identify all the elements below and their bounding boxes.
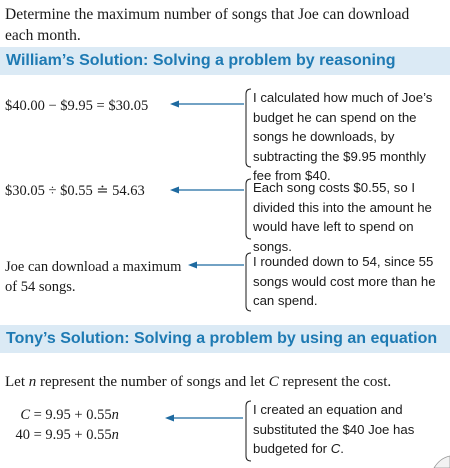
note-text: I created an equation and substituted the $40 Joe has budgeted for C. [253,402,415,456]
conclusion-text: Joe can download a maximum of 54 songs. [5,259,182,295]
note-text: Each song costs $0.55, so I divided this into the amount he would have left to spend on songs. [253,180,432,254]
brace-icon [243,400,253,462]
equation-substituted: 40 = 9.95 + 0.55n [15,427,119,443]
brace-icon [243,252,253,312]
section-heading-william: William’s Solution: Solving a problem by reasoning [0,47,450,75]
note-text: I rounded down to 54, since 55 songs would cost more than he can spend. [253,254,436,308]
note-callout [243,252,447,312]
calculation-division: $30.05 ÷ $0.55 ≐ 54.63 [5,183,145,199]
arrow-icon [170,98,244,110]
page-corner-icon [432,452,450,468]
problem-statement: Determine the maximum number of songs that Joe can download each month. [5,6,410,44]
note-callout [243,88,447,183]
variable-definition: Let n represent the number of songs and let C represent the cost. [5,374,392,390]
equation-general: C = 9.95 + 0.55n [20,407,119,423]
section-heading-tony: Tony’s Solution: Solving a problem by using an equation [0,325,450,353]
note-text: I calculated how much of Joe’s budget he can spend on the songs he downloads, by subtracting the $9.95 monthly fee from $40. [253,90,433,183]
brace-icon [243,178,253,240]
arrow-icon [170,184,244,196]
calculation-subtraction: $40.00 − $9.95 = $30.05 [5,98,149,114]
note-callout [243,178,447,254]
arrow-icon [165,412,243,424]
arrow-icon [188,259,244,271]
brace-icon [243,88,253,168]
note-callout [243,400,447,462]
